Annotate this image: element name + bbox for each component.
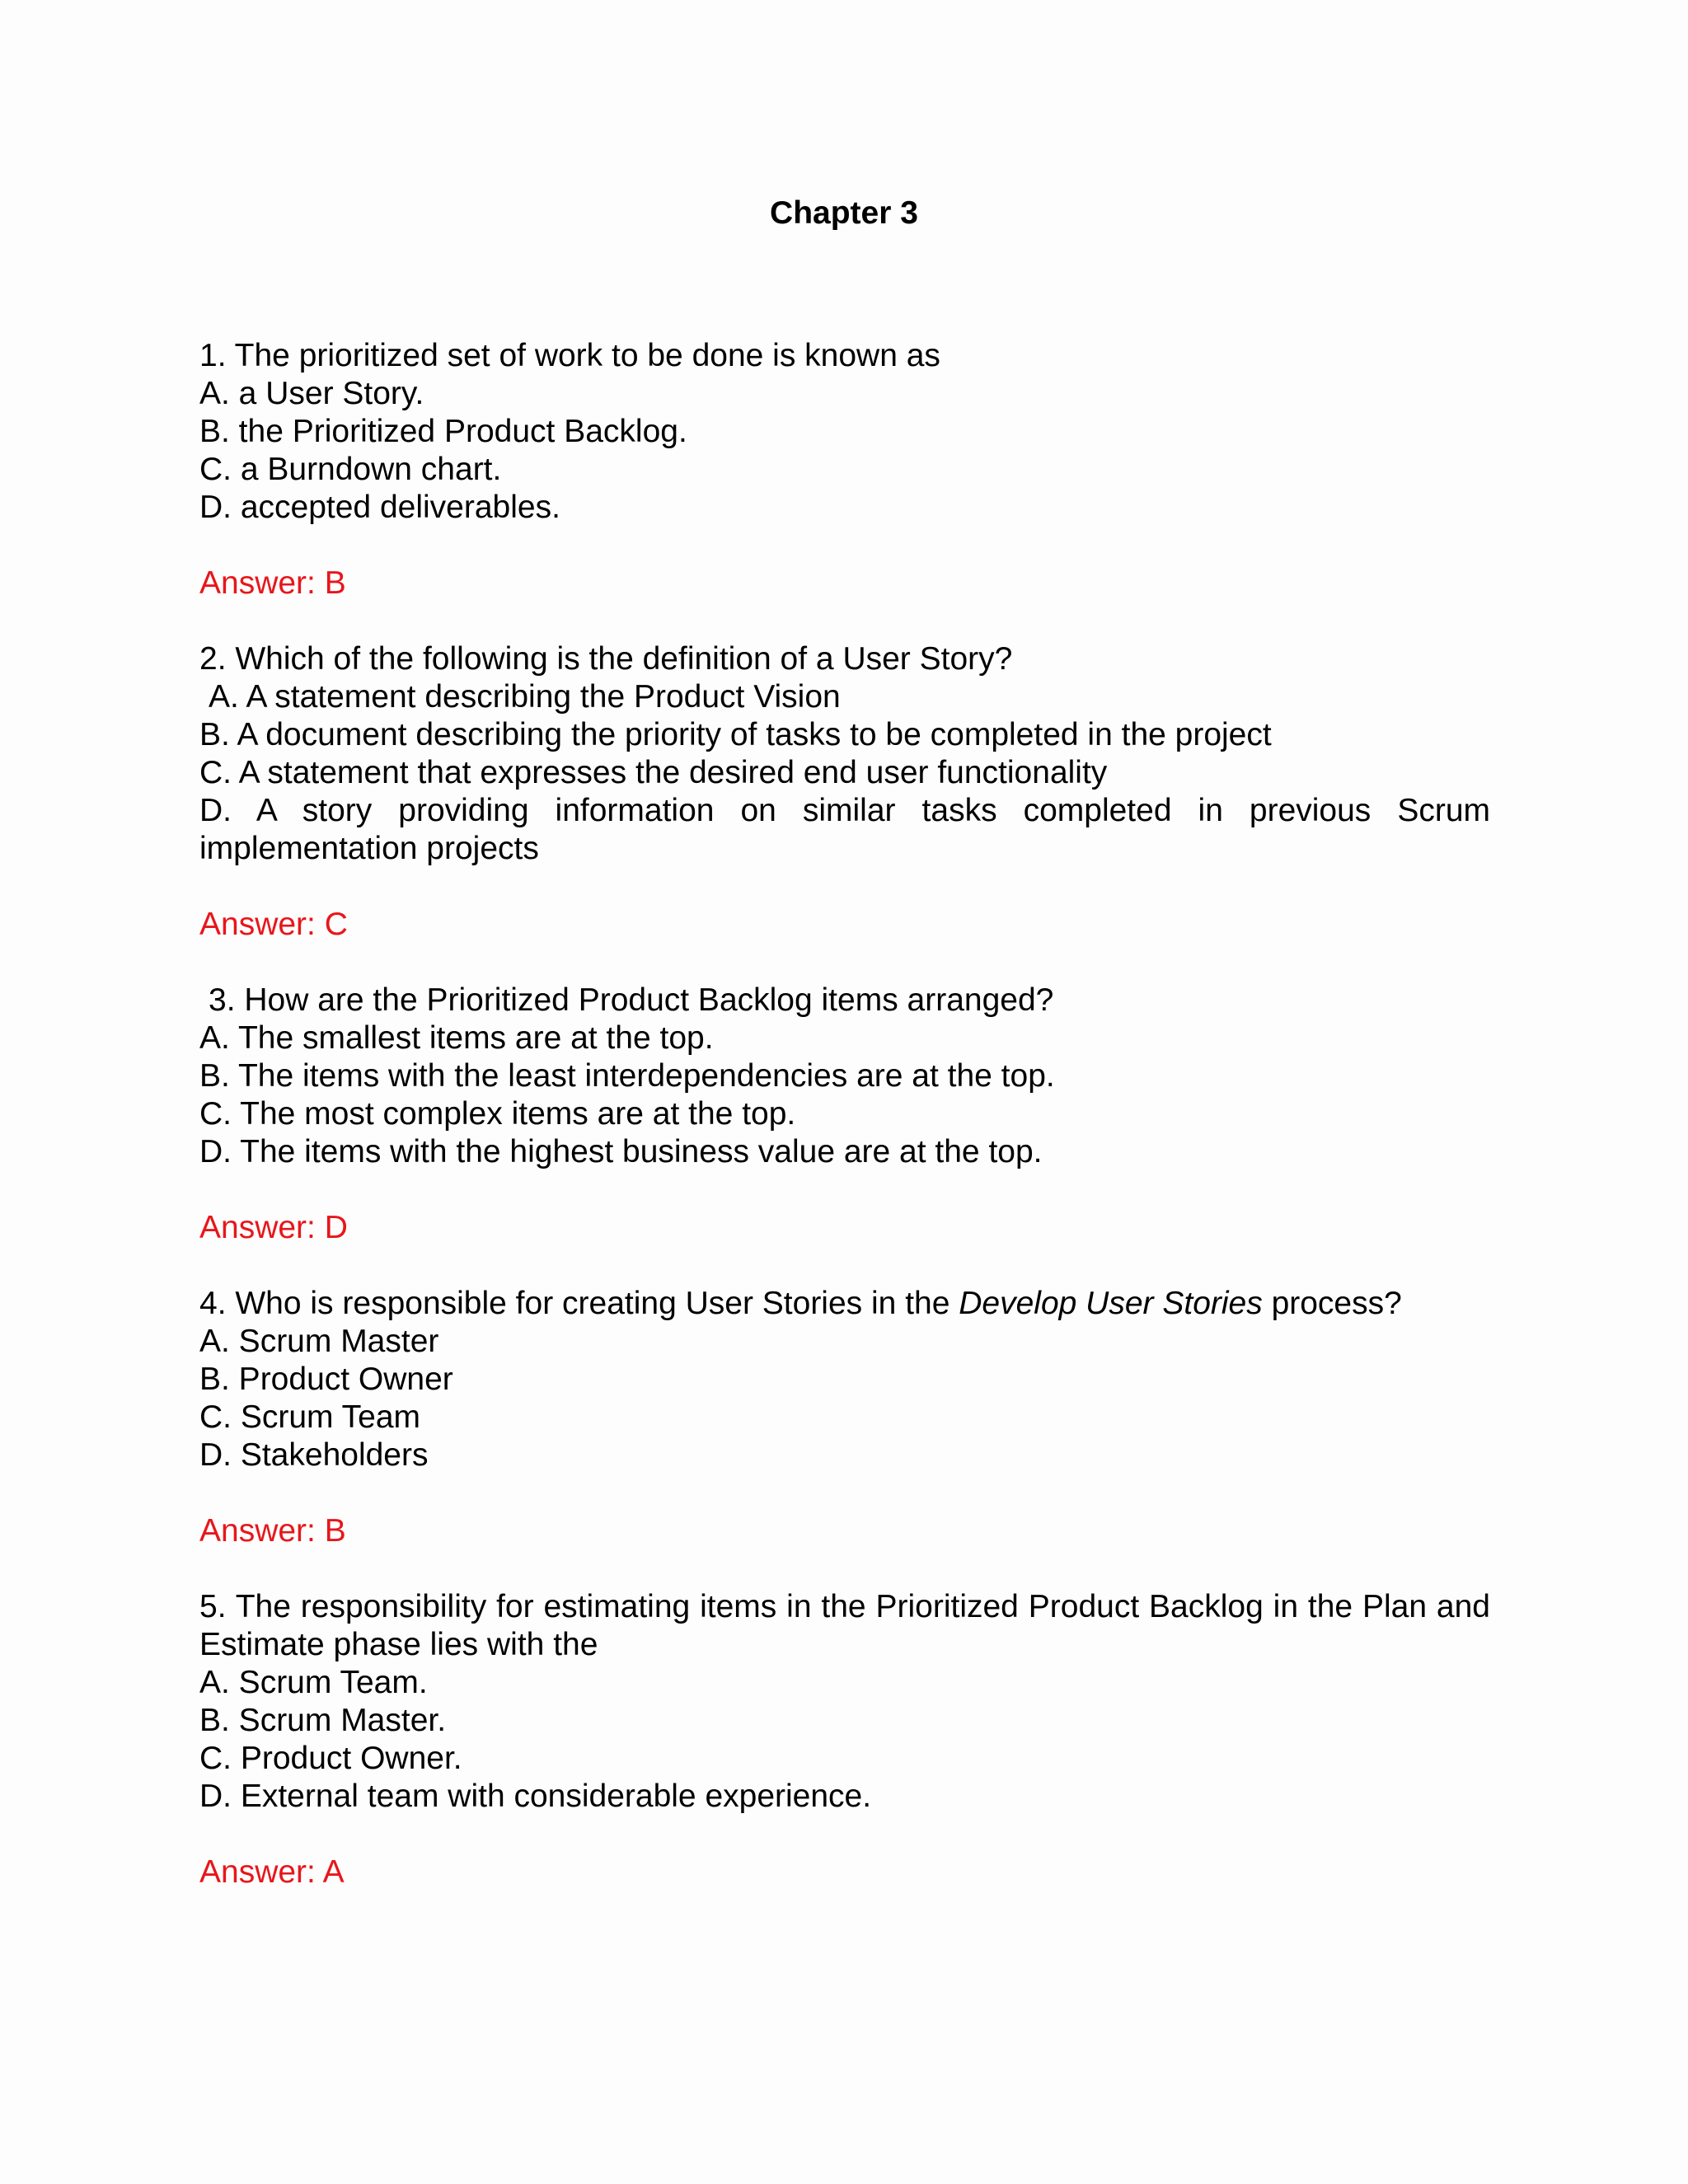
option-d: D. Stakeholders	[199, 1437, 429, 1473]
option-c: C. Scrum Team	[199, 1399, 421, 1435]
option-a: A. Scrum Master	[199, 1324, 439, 1359]
option-a: A. The smallest items are at the top.	[199, 1020, 714, 1056]
option-c: C. The most complex items are at the top.	[199, 1096, 796, 1132]
option-a: A. Scrum Team.	[199, 1665, 428, 1700]
option-b: B. the Prioritized Product Backlog.	[199, 414, 687, 449]
chapter-title: Chapter 3	[770, 195, 918, 231]
option-b: B. The items with the least interdependencies are at the top.	[199, 1058, 1055, 1094]
question-5	[199, 1588, 1499, 1891]
option-c: C. A statement that expresses the desired end user functionality	[199, 755, 1108, 790]
answer-text: Answer: B	[199, 565, 346, 601]
option-b: B. Product Owner	[199, 1361, 453, 1397]
option-a: A. A statement describing the Product Vision	[209, 679, 841, 715]
question-text-end: process?	[1262, 1286, 1402, 1321]
process-name: Develop User Stories	[959, 1286, 1263, 1321]
option-b: B. A document describing the priority of tasks to be completed in the project	[199, 717, 1272, 752]
question-text	[199, 1285, 1490, 1323]
question-3	[199, 982, 1490, 1247]
option-d: D. External team with considerable experience.	[199, 1779, 872, 1814]
option-c: C. a Burndown chart.	[199, 452, 502, 487]
question-2	[199, 640, 1490, 944]
answer-text: Answer: C	[199, 907, 348, 942]
question-text: 3. How are the Prioritized Product Backlog items arranged?	[209, 982, 1054, 1018]
option-c: C. Product Owner.	[199, 1741, 462, 1776]
question-text-start: 4. Who is responsible for creating User Stories in the	[199, 1286, 959, 1321]
option-d: D. accepted deliverables.	[199, 490, 560, 525]
option-b: B. Scrum Master.	[199, 1703, 447, 1738]
question-list	[199, 337, 1499, 1929]
question-text: 1. The prioritized set of work to be done is known as	[199, 338, 940, 373]
option-d: D. The items with the highest business value are at the top.	[199, 1134, 1043, 1169]
option-d: D. A story providing information on similar tasks completed in previous Scrum implementation projects	[199, 793, 1490, 866]
answer-text: Answer: D	[199, 1210, 348, 1245]
answer-text: Answer: A	[199, 1854, 345, 1890]
question-4	[199, 1285, 1490, 1550]
answer-text: Answer: B	[199, 1513, 346, 1549]
question-1	[199, 337, 1490, 602]
question-text: 2. Which of the following is the definition of a User Story?	[199, 641, 1013, 677]
option-a: A. a User Story.	[199, 376, 424, 411]
question-text: 5. The responsibility for estimating items in the Prioritized Product Backlog in the Plan and Estimate phase lies with the	[199, 1589, 1499, 1662]
